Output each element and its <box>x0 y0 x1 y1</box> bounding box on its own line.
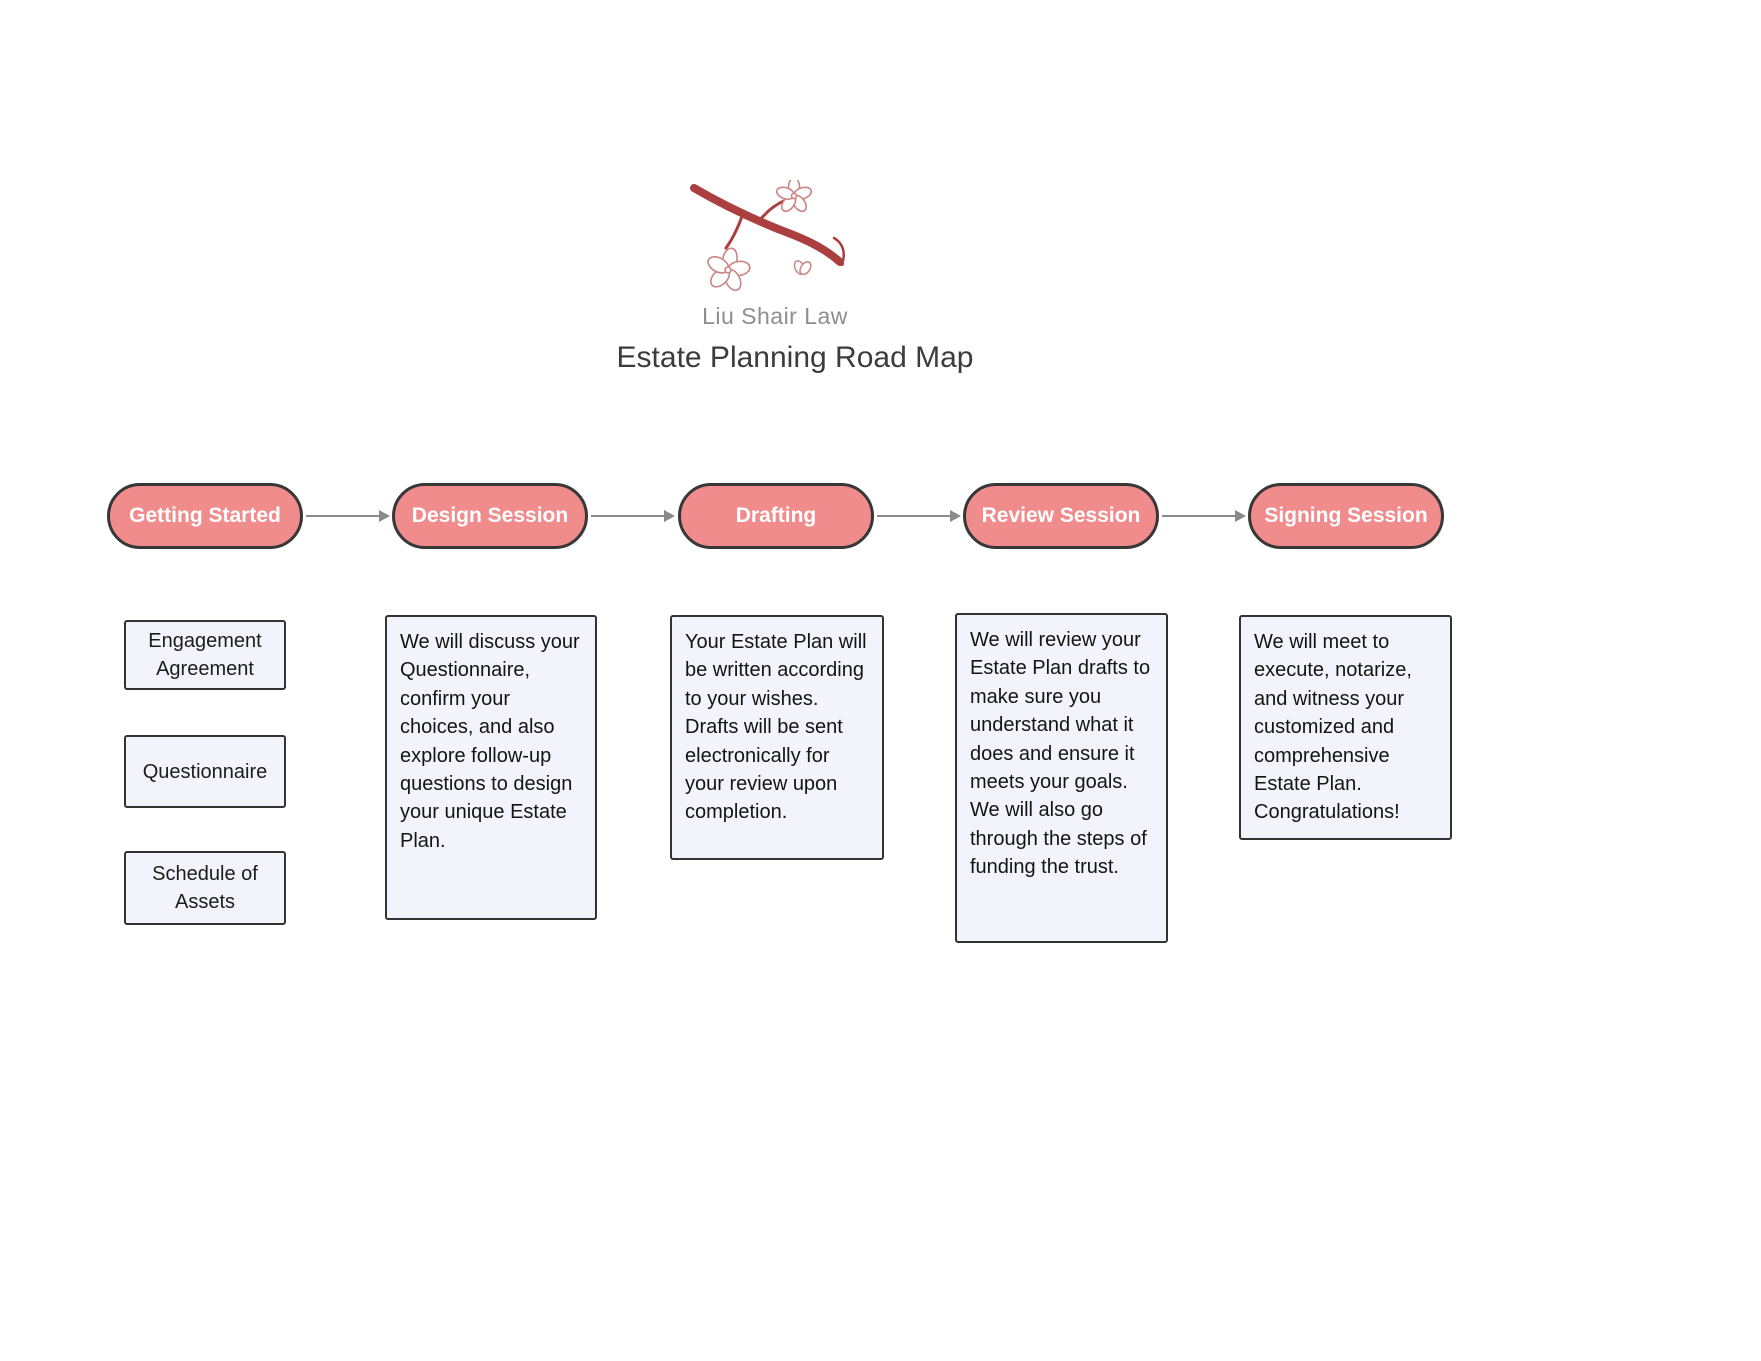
item-box-questionnaire <box>124 735 286 808</box>
flow-arrow-2 <box>591 515 673 517</box>
item-label: Engagement Agreement <box>148 630 262 680</box>
stage-pill-review-session <box>963 483 1159 549</box>
description-drafting: Your Estate Plan will be written according to your wishes. Drafts will be sent electronically for your review upon completion. <box>670 615 884 860</box>
page-title: Estate Planning Road Map <box>616 341 974 374</box>
cherry-blossom-branch-icon <box>688 180 866 302</box>
flow-arrow-3 <box>877 515 959 517</box>
stage-pill-signing-session <box>1248 483 1444 549</box>
stage-label: Drafting <box>735 504 817 527</box>
stage-pill-getting-started <box>107 483 303 549</box>
stage-label: Review Session <box>981 504 1141 527</box>
description-review-session: We will review your Estate Plan drafts to make sure you understand what it does and ensure it meets your goals. We will also go through the steps of funding the trust. <box>955 613 1168 943</box>
stage-label: Signing Session <box>1264 504 1428 527</box>
description-design-session: We will discuss your Questionnaire, confirm your choices, and also explore follow-up questions to design your unique Estate Plan. <box>385 615 597 920</box>
stage-label: Getting Started <box>129 504 281 527</box>
item-box-engagement-agreement <box>124 620 286 690</box>
description-signing-session: We will meet to execute, notarize, and witness your customized and comprehensive Estate Plan. Congratulations! <box>1239 615 1452 840</box>
flow-arrow-1 <box>306 515 388 517</box>
stage-label: Design Session <box>411 504 569 527</box>
brand-name: Liu Shair Law <box>702 303 848 329</box>
stage-pill-design-session <box>392 483 588 549</box>
item-label: Questionnaire <box>142 760 268 783</box>
item-box-schedule-of-assets <box>124 851 286 925</box>
flow-arrow-4 <box>1162 515 1244 517</box>
stage-pill-drafting <box>678 483 874 549</box>
item-label: Schedule of Assets <box>152 863 258 913</box>
